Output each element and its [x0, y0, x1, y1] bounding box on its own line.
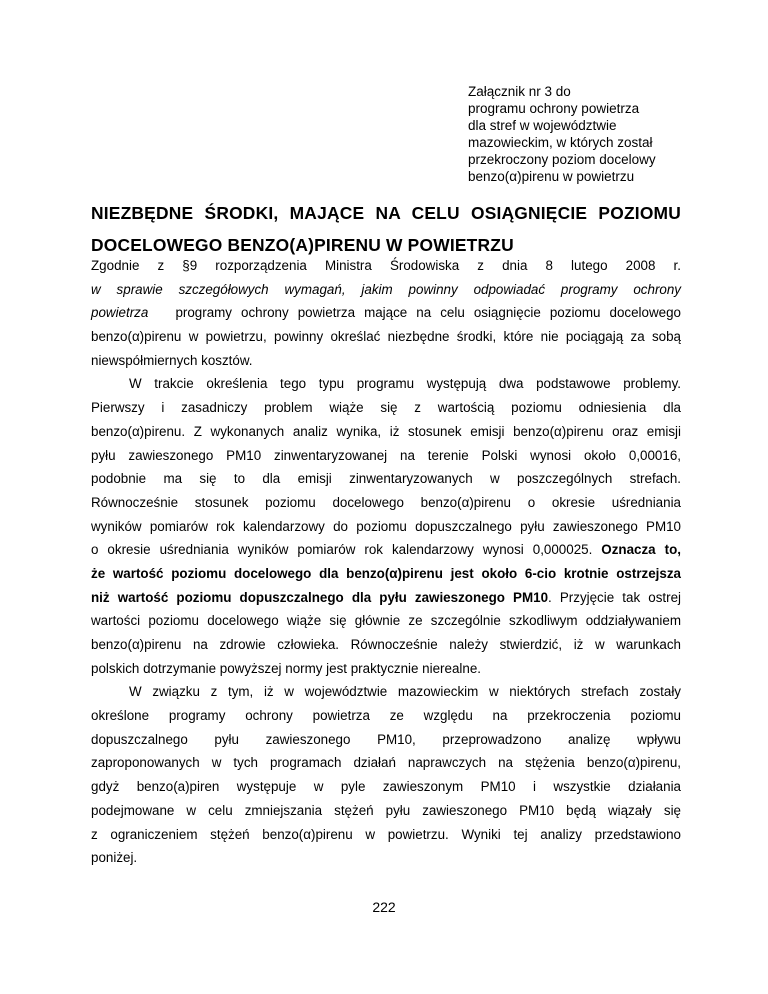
- heading-line: DOCELOWEGO BENZO(A)PIRENU W POWIETRZU: [91, 235, 514, 255]
- paragraph-line: [91, 586, 681, 610]
- attachment-line: Załącznik nr 3 do: [468, 84, 571, 99]
- paragraph-line: gdyż benzo(a)piren występuje w pyle zawieszonym PM10 i wszystkie działania: [91, 779, 681, 795]
- paragraph-line: W związku z tym, iż w województwie mazowieckim w niektórych strefach zostały: [129, 684, 681, 700]
- paragraph-line: benzo(α)pirenu w powietrzu, powinny określać niezbędne środki, które nie pociągają za sobą: [91, 329, 681, 345]
- paragraph-line: poniżej.: [91, 850, 138, 866]
- paragraph-line: [91, 301, 681, 325]
- heading-line: NIEZBĘDNE ŚRODKI, MAJĄCE NA CELU OSIĄGNIĘCIE POZIOMU: [91, 203, 681, 223]
- paragraph-line: pyłu zawieszonego PM10 zinwentaryzowanej na terenie Polski wynosi około 0,00016,: [91, 447, 681, 463]
- paragraph-line: zaproponowanych w tych programach działań naprawczych na stężenia benzo(α)pirenu,: [91, 755, 681, 771]
- document-body: [91, 254, 681, 870]
- bold-text: Oznacza to,: [601, 542, 681, 558]
- paragraph-line: [91, 538, 681, 562]
- paragraph-line: polskich dotrzymanie powyższej normy jest praktycznie nierealne.: [91, 660, 481, 676]
- paragraph-line: Zgodnie z §9 rozporządzenia Ministra Środowiska z dnia 8 lutego 2008 r.: [91, 258, 681, 273]
- text-span: . Przyjęcie tak ostrej: [548, 589, 681, 605]
- paragraph-line: benzo(α)pirenu na zdrowie człowieka. Równocześnie należy stwierdzić, iż w warunkach: [91, 637, 681, 652]
- paragraph-line: wartości poziomu docelowego wiąże się głównie ze szczególnie szkodliwym oddziaływaniem: [91, 613, 681, 629]
- paragraph-line: Równocześnie stosunek poziomu docelowego benzo(α)pirenu o okresie uśredniania: [91, 494, 681, 510]
- paragraph-line: podobnie ma się to dla emisji zinwentaryzowanych w poszczególnych strefach.: [91, 471, 681, 487]
- page-number: 222: [372, 899, 396, 915]
- paragraph-line: podejmowane w celu zmniejszania stężeń pyłu zawieszonego PM10 będą wiązały się: [91, 802, 681, 818]
- paragraph-line: określone programy ochrony powietrza ze względu na przekroczenia poziomu: [91, 708, 681, 724]
- attachment-note: [468, 83, 708, 185]
- attachment-line: benzo(α)pirenu w powietrzu: [468, 169, 635, 184]
- paragraph-line: w sprawie szczegółowych wymagań, jakim powinny odpowiadać programy ochrony: [91, 281, 681, 297]
- paragraph-line: że wartość poziomu docelowego dla benzo(α)pirenu jest około 6-cio krotnie ostrzejsza: [91, 565, 681, 581]
- attachment-line: dla stref w województwie: [468, 118, 617, 133]
- italic-text: powietrza: [91, 305, 149, 321]
- attachment-line: przekroczony poziom docelowy: [468, 152, 656, 167]
- attachment-line: mazowieckim, w których został: [468, 135, 653, 150]
- paragraph-line: dopuszczalnego pyłu zawieszonego PM10, przeprowadzono analizę wpływu: [91, 731, 681, 747]
- paragraph-line: Pierwszy i zasadniczy problem wiąże się z wartością poziomu odniesienia dla: [91, 400, 681, 416]
- attachment-line: programu ochrony powietrza: [468, 101, 640, 116]
- paragraph-line: wyników pomiarów rok kalendarzowy do poziomu dopuszczalnego pyłu zawieszonego PM10: [91, 518, 681, 534]
- bold-text: niż wartość poziomu dopuszczalnego dla pyłu zawieszonego PM10: [91, 589, 549, 605]
- paragraph-line: benzo(α)pirenu. Z wykonanych analiz wynika, iż stosunek emisji benzo(α)pirenu oraz emisji: [91, 423, 681, 439]
- paragraph-line: z ograniczeniem stężeń benzo(α)pirenu w powietrzu. Wyniki tej analizy przedstawiono: [91, 826, 681, 842]
- paragraph-line: W trakcie określenia tego typu programu występują dwa podstawowe problemy.: [129, 376, 681, 392]
- paragraph-line: niewspółmiernych kosztów.: [91, 352, 253, 368]
- document-heading: [91, 197, 681, 261]
- text-span: programy ochrony powietrza mające na celu osiągnięcie poziomu docelowego: [175, 305, 681, 321]
- text-span: o okresie uśredniania wyników pomiarów rok kalendarzowy wynosi 0,000025.: [91, 542, 593, 558]
